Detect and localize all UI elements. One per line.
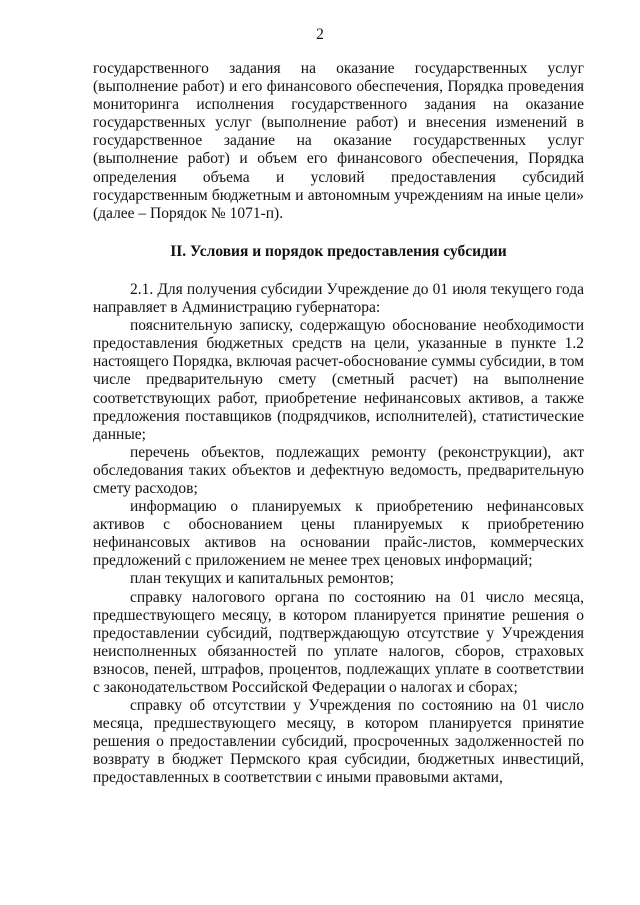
paragraph-debt-certificate: справку об отсутствии у Учреждения по состоянию на 01 число месяца, предшествующего месяцу, в котором планируется принятие решения о предоставлении субсидий, просроченных задолженностей по возврату в бюджет Пермского края субсидии, бюджетных инвестиций, предоставленных в соответствии с иными правовыми актами, <box>93 697 584 787</box>
section-heading: II. Условия и порядок предоставления субсидии <box>170 242 507 260</box>
paragraph-objects-list: перечень объектов, подлежащих ремонту (реконструкции), акт обследования таких объектов и дефектную ведомость, предварительную смету расходов; <box>93 443 584 497</box>
paragraph-repair-plan: план текущих и капитальных ремонтов; <box>130 570 394 588</box>
paragraph-explanatory-note: пояснительную записку, содержащую обоснование необходимости предоставления бюджетных средств на цели, указанные в пункте 1.2 настоящего Порядка, включая расчет-обоснование суммы субсидии, в том числе предварительную смету (сметный расчет) на выполнение соответствующих работ, приобретение нефинансовых активов, а также предложения поставщиков (подрядчиков, исполнителей), статистические данные; <box>93 317 585 443</box>
paragraph-nonfinancial-assets: информацию о планируемых к приобретению нефинансовых активов с обоснованием цены планируемых к приобретению нефинансовых активов на основании прайс-листов, коммерческих предложений с приложением не менее трех ценовых информаций; <box>93 498 584 570</box>
intro-paragraph: государственного задания на оказание государственных услуг (выполнение работ) и его финансового обеспечения, Порядка проведения мониторинга исполнения государственного задания на оказание государственных услуг (выполнение работ) и внесения изменений в государственное задание на оказание государственных услуг (выполнение работ) и объем его финансового обеспечения, Порядка определения объема и условий предоставления субсидий государственным бюджетным и автономным учреждениям на иные цели» (далее – Порядок № 1071-п). <box>93 60 584 222</box>
paragraph-tax-certificate: справку налогового органа по состоянию на 01 число месяца, предшествующего месяцу, в котором планируется принятие решения о предоставлении субсидий, подтверждающую отсутствие у Учреждения неисполненных обязанностей по уплате налогов, сборов, страховых взносов, пеней, штрафов, процентов, подлежащих уплате в соответствии с законодательством Российской Федерации о налогах и сборах; <box>93 588 584 696</box>
paragraph-2-1: 2.1. Для получения субсидии Учреждение до 01 июля текущего года направляет в Администрацию губернатора: <box>93 280 584 317</box>
page-number: 2 <box>316 26 324 43</box>
document-body <box>93 60 584 788</box>
